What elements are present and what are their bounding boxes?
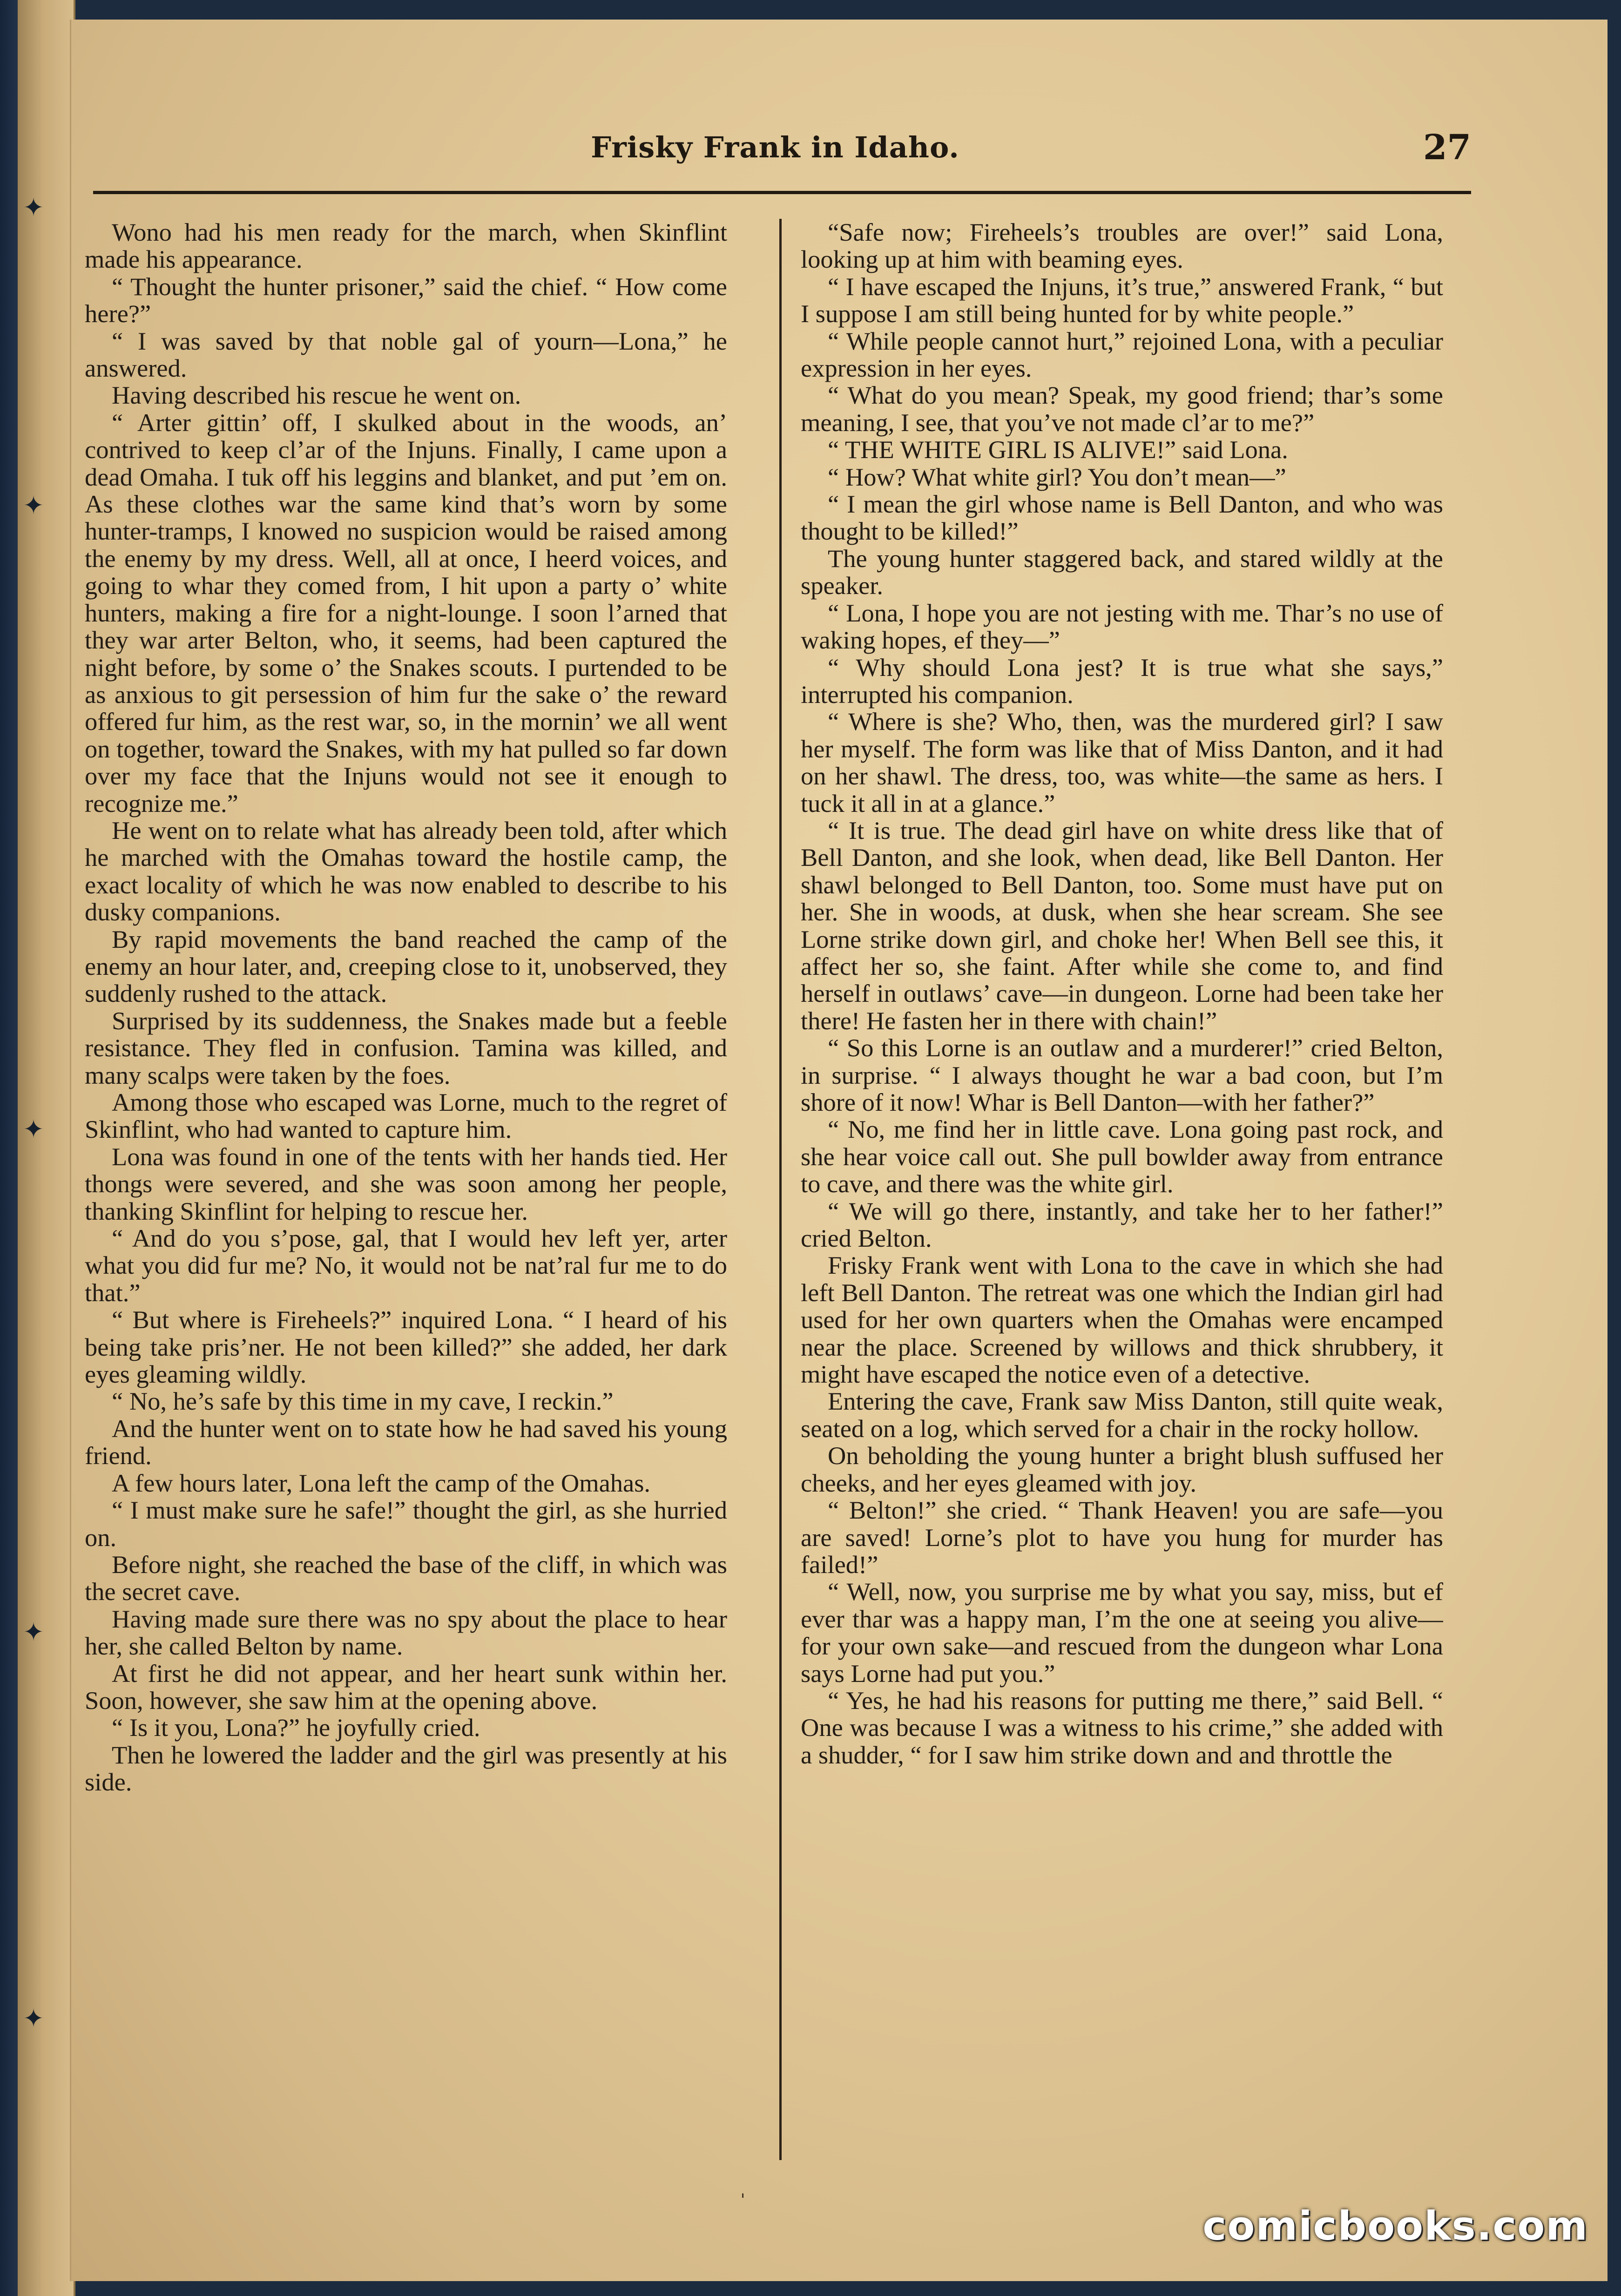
paragraph: “ I was saved by that noble gal of yourn—Lona,” he answered.: [85, 326, 727, 383]
paragraph: He went on to relate what has already been told, after which he marched with the Omahas toward the hostile camp, the exact locality of which he was now enabled to describe to his dusky companions.: [85, 816, 727, 926]
paragraph: Having described his rescue he went on.: [112, 381, 521, 410]
paragraph: Frisky Frank went with Lona to the cave in which she had left Bell Danton. The retreat was one which the Indian girl had used for her own quarters when the Omahas were encamped near the place. Screened by willows and thick shrubbery, it might have escaped the notice even of a detective.: [801, 1251, 1443, 1389]
paragraph: “ It is true. The dead girl have on white dress like that of Bell Danton, and she look, when dead, like Bell Danton. Her shawl belonged to Bell Danton, too. Some must have put on her. She in woods, at dusk, when she hear scream. She see Lorne strike down girl, and choke her! When Bell see this, it affect her so, she faint. After while she come to, and find herself in outlaws’ cave—in dungeon. Lorne had been take her there! He fasten her in there with chain!”: [801, 816, 1443, 1035]
right-column: [801, 219, 1443, 2211]
paragraph: And the hunter went on to state how he had saved his young friend.: [85, 1414, 727, 1470]
paragraph: On beholding the young hunter a bright blush suffused her cheeks, and her eyes gleamed with joy.: [801, 1441, 1443, 1497]
paragraph: “ Arter gittin’ off, I skulked about in the woods, an’ contrived to keep cl’ar of the Injuns. Finally, I came upon a dead Omaha. I tuk off his leggins and blanket, and put ’em on. As these clothes war the same kind that’s worn by some hunter-tramps, I knowed no suspicion would be raised among the enemy by my dress. Well, all at once, I heerd voices, and going to whar they comed from, I hit upon a party o’ white hunters, making a fire for a night-lounge. I soon l’arned that they war arter Belton, who, it seems, had been captured the night before, by some o’ the Snakes scouts. I purtended to be as anxious to git persession of him fur the sake o’ the reward offered fur him, as the rest war, so, in the mornin’ we all went on together, toward the Snakes, with my hat pulled so far down over my face that the Injuns would not see it enough to recognize me.”: [85, 408, 727, 817]
paragraph: The young hunter staggered back, and stared wildly at the speaker.: [801, 544, 1443, 600]
paragraph: “ Is it you, Lona?” he joyfully cried.: [112, 1713, 480, 1742]
paragraph: “ No, me find her in little cave. Lona going past rock, and she hear voice call out. She pull bowlder away from entrance to cave, and there was the white girl.: [801, 1115, 1443, 1198]
left-column: [85, 219, 727, 2211]
paragraph: Among those who escaped was Lorne, much to the regret of Skinflint, who had wanted to capture him.: [85, 1088, 727, 1144]
binding-hole-icon: ✦: [23, 193, 44, 222]
paragraph: “ Lona, I hope you are not jesting with me. Thar’s no use of waking hopes, ef they—”: [801, 598, 1443, 655]
paragraph: “Safe now; Fireheels’s troubles are over!” said Lona, looking up at him with beaming eyes.: [801, 219, 1443, 274]
paper-crease-mark: ˌ: [740, 2179, 745, 2200]
paragraph: A few hours later, Lona left the camp of the Omahas.: [112, 1468, 651, 1497]
paragraph: “ So this Lorne is an outlaw and a murderer!” cried Belton, in surprise. “ I always thought he war a bad coon, but I’m shore of it now! Whar is Bell Danton—with her father?”: [801, 1033, 1443, 1116]
running-title: Frisky Frank in Idaho.: [591, 130, 959, 164]
paragraph: Wono had his men ready for the march, when Skinflint made his appearance.: [85, 219, 727, 274]
paragraph: “ Thought the hunter prisoner,” said the chief. “ How come here?”: [85, 272, 727, 328]
header-rule: [93, 191, 1471, 194]
binding-hole-icon: ✦: [23, 2004, 44, 2033]
page-header: [93, 121, 1471, 177]
paragraph: “ But where is Fireheels?” inquired Lona. “ I heard of his being take pris’ner. He not been killed?” she added, her dark eyes gleaming wildly.: [85, 1305, 727, 1389]
page-gutter: [18, 0, 75, 2296]
paragraph: Then he lowered the ladder and the girl was presently at his side.: [85, 1740, 727, 1796]
paragraph: “ And do you s’pose, gal, that I would hev left yer, arter what you did fur me? No, it would not be nat’ral fur me to do that.”: [85, 1224, 727, 1307]
paragraph: “ I have escaped the Injuns, it’s true,” answered Frank, “ but I suppose I am still being hunted for by white people.”: [801, 272, 1443, 328]
paragraph: “ Why should Lona jest? It is true what she says,” interrupted his companion.: [801, 653, 1443, 709]
paragraph: Entering the cave, Frank saw Miss Danton, still quite weak, seated on a log, which served for a chair in the rocky hollow.: [801, 1387, 1443, 1443]
binding-hole-icon: ✦: [23, 1617, 44, 1647]
paragraph: “ Yes, he had his reasons for putting me there,” said Bell. “ One was because I was a witness to his crime,” she added with a shudder, “ for I saw him strike down and and throttle the: [801, 1686, 1443, 1769]
paragraph: “ No, he’s safe by this time in my cave, I reckin.”: [112, 1387, 614, 1416]
column-divider: [779, 219, 782, 2160]
paragraph: “ I must make sure he safe!” thought the girl, as she hurried on.: [85, 1496, 727, 1552]
paragraph: “ I mean the girl whose name is Bell Danton, and who was thought to be killed!”: [801, 490, 1443, 546]
paragraph: “ Where is she? Who, then, was the murdered girl? I saw her myself. The form was like that of Miss Danton, and it had on her shawl. The dress, too, was white—the same as hers. I tuck it all in at a glance.”: [801, 707, 1443, 817]
paragraph: By rapid movements the band reached the camp of the enemy an hour later, and, creeping close to it, unobserved, they suddenly rushed to the attack.: [85, 925, 727, 1008]
paragraph: Lona was found in one of the tents with her hands tied. Her thongs were severed, and she was soon among her people, thanking Skinflint for helping to rescue her.: [85, 1142, 727, 1225]
paragraph: “ Well, now, you surprise me by what you say, miss, but ef ever thar was a happy man, I’m the one at seeing you alive—for your own sake—and rescued from the dungeon whar Lona says Lorne had put you.”: [801, 1577, 1443, 1688]
paragraph: Before night, she reached the base of the cliff, in which was the secret cave.: [85, 1550, 727, 1606]
paragraph: Surprised by its suddenness, the Snakes made but a feeble resistance. They fled in confusion. Tamina was killed, and many scalps were taken by the foes.: [85, 1006, 727, 1089]
paragraph: At first he did not appear, and her heart sunk within her. Soon, however, she saw him at the opening above.: [85, 1659, 727, 1715]
paragraph: “ THE WHITE GIRL IS ALIVE!” said Lona.: [828, 435, 1288, 464]
paragraph: “ Belton!” she cried. “ Thank Heaven! you are safe—you are saved! Lorne’s plot to have you hung for murder has failed!”: [801, 1496, 1443, 1579]
binding-hole-icon: ✦: [23, 491, 44, 520]
binding-hole-icon: ✦: [23, 1114, 44, 1144]
paragraph: Having made sure there was no spy about the place to hear her, she called Belton by name.: [85, 1604, 727, 1661]
paragraph: “ How? What white girl? You don’t mean—”: [828, 462, 1286, 491]
site-watermark: comicbooks.com: [1202, 2203, 1588, 2249]
paragraph: “ What do you mean? Speak, my good friend; thar’s some meaning, I see, that you’ve not made cl’ar to me?”: [801, 381, 1443, 437]
paragraph: “ We will go there, instantly, and take her to her father!” cried Belton.: [801, 1196, 1443, 1253]
paragraph: “ While people cannot hurt,” rejoined Lona, with a peculiar expression in her eyes.: [801, 326, 1443, 383]
page-number: 27: [1423, 128, 1471, 168]
